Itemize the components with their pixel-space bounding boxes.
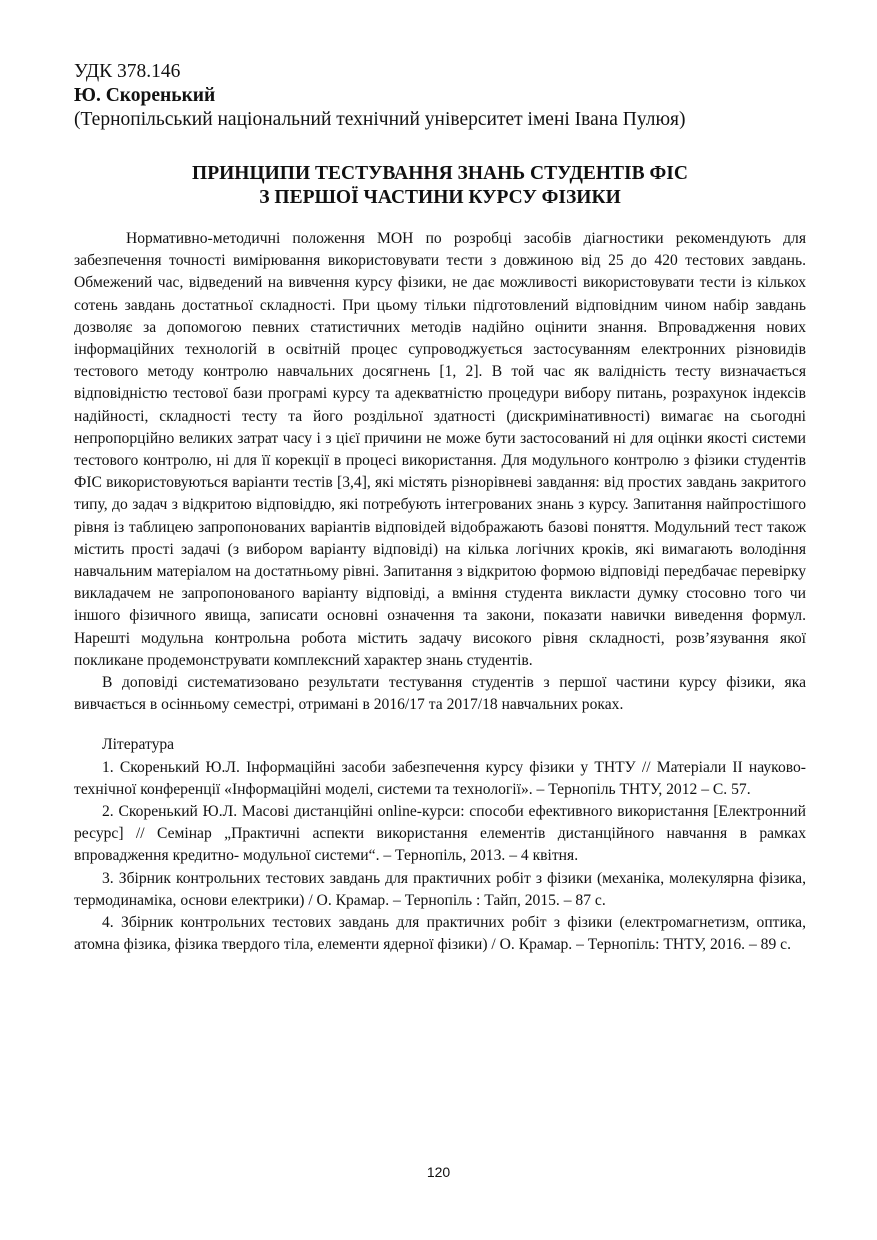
- author-affiliation: (Тернопільський національний технічний університет імені Івана Пулюя): [74, 109, 686, 130]
- document-page: [74, 60, 806, 957]
- reference-item-3: 3. Збірник контрольних тестових завдань для практичних робіт з фізики (механіка, молекулярна фізика, термодинаміка, основи електрики) / О. Крамар. – Тернопіль : Тайп, 2015. – 87 с.: [74, 869, 806, 909]
- abstract-paragraph-2: В доповіді систематизовано результати тестування студентів з першої частини курсу фізики, яка вивчається в осінньому семестрі, отримані в 2016/17 та 2017/18 навчальних роках.: [74, 674, 806, 714]
- udk-code: УДК 378.146: [74, 61, 181, 82]
- reference-item-4: 4. Збірник контрольних тестових завдань для практичних робіт з фізики (електромагнетизм, оптика, атомна фізика, фізика твердого тіла, елементи ядерної фізики) / О. Крамар. – Тернопіль: ТНТУ, 2016. – 89 с.: [74, 914, 806, 954]
- author-name: Ю. Скоренький: [74, 85, 216, 106]
- reference-item-1: 1. Скоренький Ю.Л. Інформаційні засоби забезпечення курсу фізики у ТНТУ // Матеріали ІІ науково-технічної конференції «Інформаційні моделі, системи та технології». – Тернопіль ТНТУ, 2012 – С. 57.: [74, 758, 806, 798]
- abstract-paragraph-1: Нормативно-методичні положення МОН по розробці засобів діагностики рекомендують для забезпечення точності вимірювання використовувати тести з довжиною від 25 до 420 тестових завдань. Обмежений час, відведений на вивчення курсу фізики, не дає можливості використовувати тести із кількох сотень завдань достатньої складності. При цьому тільки підготовлений відповідним чином набір завдань дозволяє за допомогою певних статистичних методів надійно оцінити знання. Впровадження нових інформаційних технологій в освітній процес супроводжується застосуванням електронних різновидів тестового методу контролю навчальних досягнень [1, 2]. В той час як валідність тесту визначається відповідністю тестової бази програмі курсу та адекватністю процедури вибору питань, розрахунок індексів надійності, складності тесту та його роздільної здатності (дискримінативності) вимагає на сьогодні непропорційно великих затрат часу і з цієї причини не може бути застосований ні для оцінки якості системи тестового контролю, ні для її корекції в процесі використання. Для модульного контролю з фізики студентів ФІС використовуються варіанти тестів [3,4], які містять різнорівневі завдання: від простих завдань закритого типу, до задач з відкритою відповіддю, які потребують інтегрованих знань з курсу. Запитання найпростішого рівня із таблицею запропонованих варіантів відповідей відображають базові поняття. Модульний тест також містить прості задачі (з вибором варіанту відповіді) на кілька логічних кроків, які вимагають володіння навчальним матеріалом на достатньому рівні. Запитання з відкритою формою відповіді передбачає перевірку викладачем не запропонованого варіанту відповіді, а вміння студента викласти думку стосовно того чи іншого фізичного явища, записати основні означення та закони, показати навички виведення формул. Нарешті модульна контрольна робота містить задачу високого рівня складності, розв’язування якої покликане продемонструвати комплексний характер знань студентів.: [74, 230, 806, 669]
- paper-title: [74, 162, 806, 210]
- references-heading: Література: [102, 736, 175, 754]
- paper-title-line-2: З ПЕРШОЇ ЧАСТИНИ КУРСУ ФІЗИКИ: [259, 187, 621, 208]
- reference-item-2: 2. Скоренький Ю.Л. Масові дистанційні online-курси: способи ефективного використання [Електронний ресурс] // Семінар „Практичні аспекти використання елементів дистанційного навчання в рамках впровадження кредитно- модульної системи“. – Тернопіль, 2013. – 4 квітня.: [74, 803, 806, 865]
- abstract-body: [74, 228, 806, 716]
- references-section: [74, 734, 806, 956]
- paper-title-line-1: ПРИНЦИПИ ТЕСТУВАННЯ ЗНАНЬ СТУДЕНТІВ ФІС: [192, 163, 688, 184]
- page-number: 120: [426, 1164, 451, 1180]
